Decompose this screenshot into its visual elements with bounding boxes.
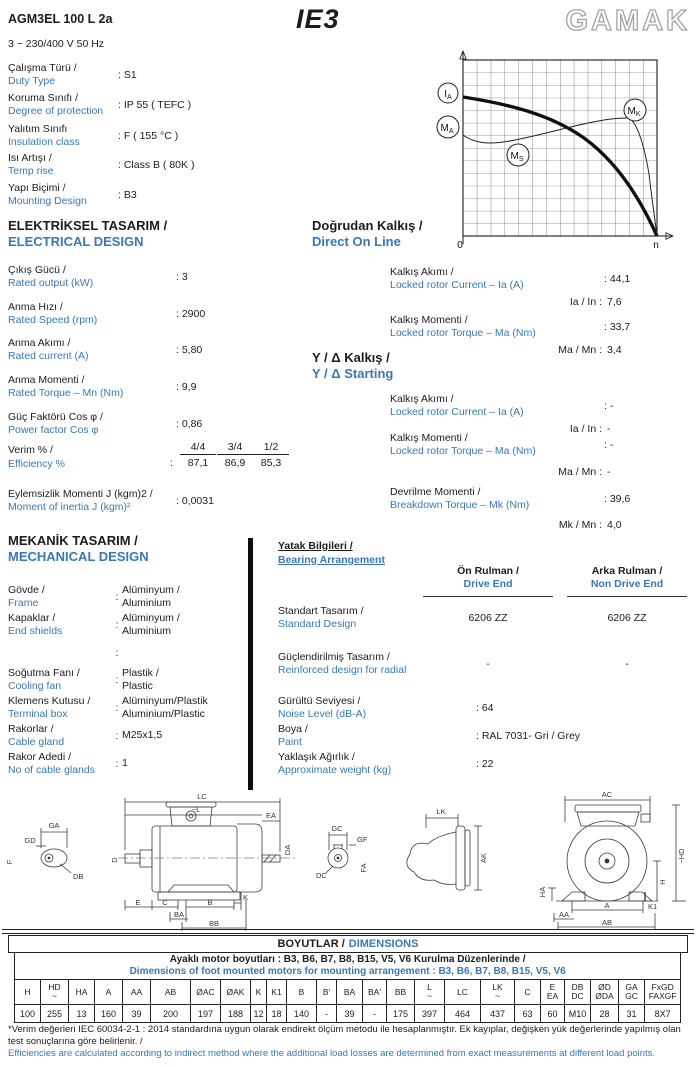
label-tr: Boya /: [278, 722, 308, 735]
non-drive-end-value: -: [625, 658, 629, 670]
dim-label-hd: ~HD: [677, 848, 686, 864]
dimension-drawings: [0, 788, 696, 936]
mechanical-title-en: MECHANICAL DESIGN: [8, 549, 149, 564]
dimensions-table: [14, 952, 681, 1023]
efficiency-colon: :: [170, 457, 173, 469]
label-tr: Rakor Adedi /: [8, 750, 72, 763]
dol-torque-ratio: [540, 344, 670, 356]
efficiency-value: 85,3: [260, 457, 282, 469]
subtitle-tr: Ayaklı motor boyutları : B3, B6, B7, B8, B15, V5, V6 Kurulma Düzenlerinde /: [169, 954, 526, 965]
value: : 3: [176, 271, 188, 283]
label-tr: Standart Tasarım /: [278, 605, 364, 617]
label-tr: Gövde /: [8, 583, 45, 596]
label-en: Duty Type: [8, 75, 56, 87]
ratio-label: Ia / In :: [569, 296, 602, 308]
mech-row-empty: [8, 639, 122, 666]
value: : B3: [118, 189, 137, 201]
value: : Class B ( 80K ): [118, 159, 195, 171]
label-tr: Rakorlar /: [8, 722, 54, 735]
torque-current-chart: [430, 48, 692, 250]
value: : IP 55 ( TEFC ): [118, 99, 192, 111]
chart-grid: [463, 60, 657, 236]
dimensions-title-tr: BOYUTLAR /: [277, 938, 345, 950]
label-tr: Anma Akımı /: [8, 337, 71, 349]
label-tr: Koruma Sınıfı /: [8, 92, 79, 104]
label-en: Temp rise: [8, 165, 54, 177]
ratio-label: Ia / In :: [569, 423, 602, 435]
value: : 9,9: [176, 381, 197, 393]
label-en: Terminal box: [8, 707, 68, 720]
mechanical-title-tr: MEKANİK TASARIM /: [8, 533, 138, 548]
value-tr: M25x1,5: [122, 729, 163, 741]
colon: :: [115, 618, 119, 631]
label-en: Locked rotor Current – Ia (A): [390, 406, 524, 418]
value-en: Aluminium: [122, 596, 172, 609]
electrical-row-powerfactor: [8, 411, 202, 437]
label-tr: Anma Momenti /: [8, 374, 85, 386]
label-en: Approximate weight (kg): [278, 763, 392, 776]
efficiency-col-44: [180, 441, 216, 469]
dim-label-bb: BB: [208, 919, 220, 928]
colon: :: [115, 701, 119, 714]
shaft-end-view-drawing: [5, 821, 83, 881]
label-tr: Çalışma Türü /: [8, 62, 77, 74]
value-tr: Alüminyum /: [122, 583, 180, 596]
dim-label-b: B: [207, 898, 213, 907]
electrical-row-speed: [8, 301, 205, 327]
bearing-col-drive-end: [423, 565, 553, 597]
value: : F ( 155 °C ): [118, 130, 179, 142]
shaft-section-drawing: [316, 824, 368, 880]
dim-label-ha: HA: [538, 886, 547, 898]
label-en: Cable gland: [8, 735, 65, 748]
mech-row-cablegland: [8, 722, 162, 749]
dimensions-title-en: DIMENSIONS: [348, 938, 419, 950]
label-en: Degree of protection: [8, 105, 104, 117]
efficiency-col-12: [253, 441, 289, 469]
label-en: Noise Level (dB-A): [278, 707, 367, 720]
label-tr: Kalkış Akımı /: [390, 393, 454, 405]
section-divider-bar: [248, 538, 253, 790]
dim-label-lc: LC: [197, 792, 207, 801]
label-tr: Kapaklar /: [8, 611, 56, 624]
colon: :: [115, 646, 119, 659]
value: : RAL 7031- Gri / Grey: [476, 729, 581, 742]
footnote-en: Efficiencies are calculated according to indirect method where the additional load losses are determined from exact measurements at different load points.: [8, 1048, 656, 1059]
dim-label-ba: BA: [173, 910, 185, 919]
label-tr: Kalkış Momenti /: [390, 432, 468, 444]
table-header-row: H HD ~ HA A AA AB ØAC ØAK K K1 B B' BA BA' BB L ~ LC LK ~ C E EA DB DC ØD ØDA GA GC FxGD FAXGF: [15, 980, 681, 1005]
label-tr: Güçlendirilmiş Tasarım /: [278, 651, 390, 663]
ma-label: $M_A$: [440, 123, 454, 135]
ratio-value: -: [607, 423, 611, 435]
efficiency-label-en: Efficiency %: [8, 458, 65, 470]
value: : 22: [476, 757, 494, 770]
ratio-value: 4,0: [607, 519, 622, 531]
label-tr: Gürültü Seviyesi /: [278, 694, 361, 707]
label-tr: Eylemsizlik Momenti J (kgm)2 /: [8, 488, 153, 500]
label-en: Rated current (A): [8, 350, 89, 362]
label-en: Standard Design: [278, 618, 357, 630]
page-title: AGM3EL 100 L 2a: [8, 12, 113, 26]
table-value-row: 100 255 13 160 39 200 197 188 12 18 140 - 39 - 175 397 464 437 63 60 M10 28 31 8X7: [15, 1005, 681, 1023]
col-header-tr: Ön Rulman /: [457, 565, 519, 577]
x-axis-end-label: n: [653, 240, 659, 250]
dim-label-c: C: [162, 898, 168, 907]
dim-label-h: H: [658, 879, 667, 885]
value: : -: [604, 400, 614, 412]
value: : 44,1: [604, 273, 631, 285]
weight-row: [278, 750, 494, 777]
dim-label-gd: GD: [24, 836, 36, 845]
dim-label-ea: EA: [265, 811, 277, 820]
label-en: Power factor Cos φ: [8, 424, 99, 436]
value-tr: Alüminyum /: [122, 611, 180, 624]
load-fraction: 1/2: [253, 441, 289, 455]
ratio-label: Mk / Mn :: [558, 519, 602, 531]
label-en: Locked rotor Torque – Ma (Nm): [390, 327, 536, 339]
load-fraction: 3/4: [217, 441, 253, 455]
non-drive-end-value: 6206 ZZ: [607, 612, 647, 624]
dim-label-gf: GF: [357, 835, 368, 844]
ratio-value: 7,6: [607, 296, 622, 308]
ratio-value: -: [607, 466, 611, 478]
dim-label-gc: GC: [331, 824, 343, 833]
dol-row-torque: [390, 314, 680, 340]
spec-row-duty: [8, 62, 137, 88]
label-en: Locked rotor Torque – Ma (Nm): [390, 445, 536, 457]
value-en: Aluminium/Plastic: [122, 707, 205, 720]
ia-label: $I_A$: [444, 89, 452, 101]
label-en: Breakdown Torque – Mk (Nm): [390, 499, 530, 511]
motor-side-view-drawing: [110, 792, 298, 931]
dim-label-a: A: [604, 901, 610, 910]
value: : S1: [118, 69, 137, 81]
dim-label-ab: AB: [601, 918, 613, 927]
dol-title-tr: Doğrudan Kalkış /: [312, 218, 423, 233]
dim-label-ac: AC: [601, 790, 613, 799]
mech-row-fan: [8, 666, 159, 693]
supply-voltage: 3 ~ 230/400 V 50 Hz: [8, 38, 105, 50]
drive-end-value: -: [486, 658, 490, 670]
label-en: Insulation class: [8, 136, 80, 148]
label-en: Locked rotor Current – Ia (A): [390, 279, 524, 291]
efficiency-col-34: [217, 441, 253, 469]
electrical-row-current: [8, 337, 202, 363]
value: : 33,7: [604, 321, 631, 333]
breakdown-torque-row: [390, 486, 680, 512]
spec-row-mounting: [8, 182, 137, 208]
label-en: Paint: [278, 735, 302, 748]
brand-logo: GAMAK: [565, 5, 690, 37]
dim-label-db: DB: [73, 872, 84, 881]
dim-label-k1: K1: [648, 902, 658, 911]
bearing-col-non-drive-end: [567, 565, 687, 597]
yd-row-torque: [390, 432, 680, 458]
value-en: Plastic: [122, 679, 153, 692]
label-en: Frame: [8, 596, 39, 609]
label-tr: Yapı Biçimi /: [8, 182, 66, 194]
label-tr: Devrilme Momenti /: [390, 486, 481, 498]
footnote-tr: *Verim değerleri IEC 60034-2-1 : 2014 standardına uygun olarak endirekt ölçüm metodu ile hesaplanmıştır. Ek kayıplar, değişken yük değerlerinde yapılmış olan test sonuçlarına göre belirlenir. /: [8, 1024, 681, 1047]
label-en: End shields: [8, 624, 63, 637]
yd-title-tr: Y / Δ Kalkış /: [312, 350, 390, 365]
dim-label-fa: FA: [359, 863, 368, 873]
spec-row-temp-rise: [8, 152, 194, 178]
dim-label-k: K: [243, 893, 249, 902]
label-en: Rated output (kW): [8, 277, 94, 289]
mech-row-terminalbox: [8, 694, 208, 721]
value: : 64: [476, 701, 494, 714]
label-tr: Kalkış Momenti /: [390, 314, 468, 326]
label-tr: Soğutma Fanı /: [8, 666, 80, 679]
label-en: Moment of inertia J (kgm)²: [8, 501, 131, 513]
colon: :: [115, 673, 119, 686]
colon: :: [115, 729, 119, 742]
dim-label-aa: AA: [558, 910, 570, 919]
colon: :: [115, 590, 119, 603]
label-en: Rated Speed (rpm): [8, 314, 98, 326]
mech-row-frame: [8, 583, 180, 610]
electrical-title-tr: ELEKTRİKSEL TASARIM /: [8, 218, 168, 233]
ms-label: $M_S$: [510, 151, 524, 163]
efficiency-label-tr: Verim % /: [8, 444, 53, 456]
dim-label-e: E: [135, 898, 141, 907]
breakdown-torque-ratio: [540, 519, 670, 531]
dim-label-f: F: [5, 859, 14, 865]
label-tr: Çıkış Gücü /: [8, 264, 66, 276]
value: : 2900: [176, 308, 206, 320]
value-tr: Alüminyum/Plastik: [122, 694, 208, 707]
yd-torque-ratio: [540, 466, 670, 478]
col-header-en: Drive End: [463, 578, 513, 590]
electrical-row-torque: [8, 374, 196, 400]
mech-row-glandcount: [8, 750, 128, 777]
value-tr: Plastik /: [122, 666, 159, 679]
ratio-label: Ma / Mn :: [558, 466, 602, 478]
double-rule: [2, 929, 694, 934]
value-tr: 1: [122, 757, 128, 769]
spec-row-insulation: [8, 123, 178, 149]
label-tr: Anma Hızı /: [8, 301, 63, 313]
value: : -: [604, 439, 614, 451]
label-tr: Yalıtım Sınıfı: [8, 123, 68, 135]
label-en: Reinforced design for radial: [278, 664, 407, 676]
label-en: Mounting Design: [8, 195, 87, 207]
value: : 0,0031: [176, 495, 214, 507]
bearing-title-en: Bearing Arrangement: [278, 554, 385, 566]
label-en: Rated Torque – Mn (Nm): [8, 387, 124, 399]
fan-cover-drawing: [407, 807, 488, 890]
label-tr: Kalkış Akımı /: [390, 266, 454, 278]
efficiency-value: 87,1: [187, 457, 209, 469]
drive-end-value: 6206 ZZ: [468, 612, 508, 624]
mech-row-endshields: [8, 611, 180, 638]
dim-label-l: ~L: [191, 805, 201, 814]
col-header-en: Non Drive End: [590, 578, 664, 590]
yd-title-en: Y / Δ Starting: [312, 366, 394, 381]
bearing-row-standard: [278, 604, 687, 632]
dim-label-dc: DC: [316, 871, 327, 880]
dol-row-current: [390, 266, 680, 292]
dol-current-ratio: [540, 296, 670, 308]
electrical-row-inertia: [8, 488, 214, 514]
efficiency-value: 86,9: [224, 457, 246, 469]
dim-label-d: D: [110, 857, 119, 863]
dim-label-lk: LK: [436, 807, 446, 816]
paint-row: [278, 722, 580, 749]
yd-row-current: [390, 393, 680, 419]
label-en: No of cable glands: [8, 763, 95, 776]
efficiency-class-badge: IE3: [296, 4, 340, 34]
bearing-title-tr: Yatak Bilgileri /: [278, 540, 353, 552]
subtitle-en: Dimensions of foot mounted motors for mounting arrangement : B3, B6, B7, B8, B15, V5, V6: [129, 966, 566, 977]
dim-label-ak: AK: [479, 852, 488, 864]
value: : 5,80: [176, 344, 203, 356]
label-tr: Isı Artışı /: [8, 152, 52, 164]
spec-row-protection: [8, 92, 191, 118]
value-en: Aluminium: [122, 624, 172, 637]
colon: :: [115, 757, 119, 770]
dim-label-da: DA: [283, 844, 292, 856]
table-subtitle-row: [15, 953, 681, 980]
dimensions-band: [8, 935, 688, 953]
load-fraction: 4/4: [180, 441, 216, 455]
dim-label-ga: GA: [48, 821, 60, 830]
label-tr: Yaklaşık Ağırlık /: [278, 750, 355, 763]
ratio-value: 3,4: [607, 344, 622, 356]
motor-front-view-drawing: [538, 790, 686, 930]
label-tr: Güç Faktörü Cos φ /: [8, 411, 103, 423]
value: : 39,6: [604, 493, 631, 505]
value: : 0,86: [176, 418, 203, 430]
mk-label: $M_K$: [627, 106, 641, 118]
ratio-label: Ma / Mn :: [558, 344, 602, 356]
bearing-row-reinforced: [278, 650, 687, 678]
noise-level-row: [278, 694, 494, 721]
footnote: [8, 1024, 692, 1060]
dol-title-en: Direct On Line: [312, 234, 401, 249]
x-axis-origin-label: 0: [457, 240, 463, 250]
electrical-row-output: [8, 264, 188, 290]
col-header-tr: Arka Rulman /: [591, 565, 663, 577]
electrical-title-en: ELECTRICAL DESIGN: [8, 234, 144, 249]
label-en: Cooling fan: [8, 679, 62, 692]
label-tr: Klemens Kutusu /: [8, 694, 91, 707]
